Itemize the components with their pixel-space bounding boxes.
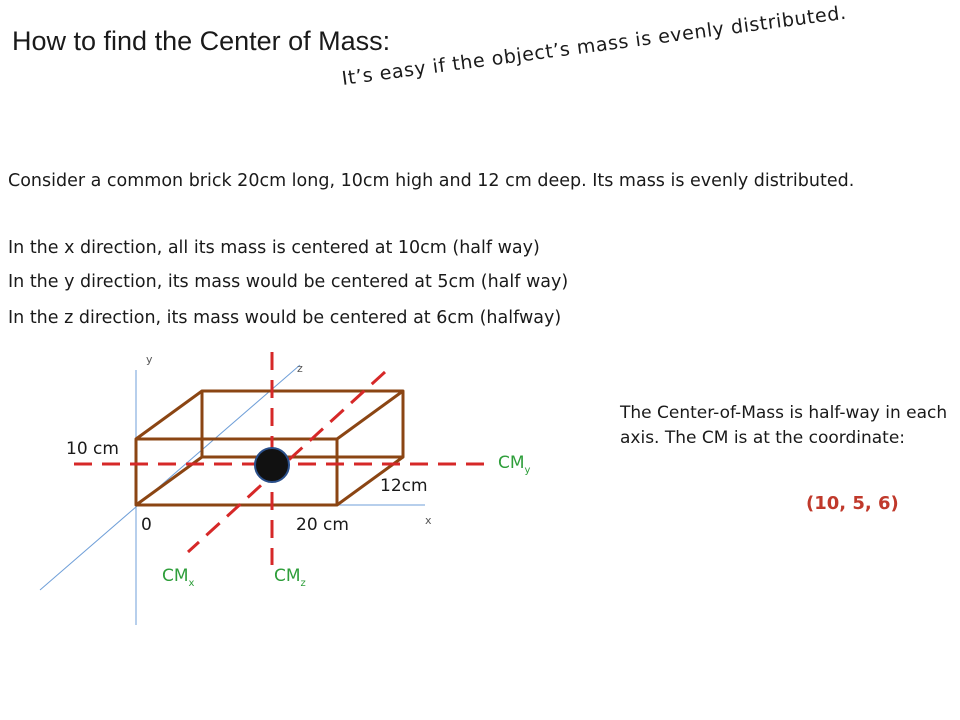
brick-description: Consider a common brick 20cm long, 10cm high and 12 cm deep. Its mass is evenly distributed. [8, 171, 855, 191]
height-label: 10 cm [66, 439, 119, 459]
y-axis-label: y [146, 353, 153, 366]
y-direction-text: In the y direction, its mass would be centered at 5cm (half way) [8, 272, 569, 292]
z-axis-label: z [297, 362, 303, 375]
brick-edge [136, 391, 202, 439]
page-title: How to find the Center of Mass: [12, 26, 391, 56]
cm-x-label: $CM_x$ [162, 566, 195, 589]
summary-text: The Center-of-Mass is half-way in each axis. The CM is at the coordinate: [620, 403, 948, 448]
x-direction-text: In the x direction, all its mass is centered at 10cm (half way) [8, 238, 540, 258]
brick-edge [337, 391, 403, 439]
center-of-mass-point [255, 448, 289, 482]
z-direction-text: In the z direction, its mass would be centered at 6cm (halfway) [8, 308, 562, 328]
cm-coordinate: (10, 5, 6) [806, 493, 899, 514]
cm-z-label: $CM_z$ [274, 566, 306, 589]
length-label: 20 cm [296, 515, 349, 535]
origin-label: 0 [141, 515, 152, 535]
x-axis-label: x [425, 514, 432, 527]
depth-label: 12cm [380, 476, 428, 496]
subtitle: It’s easy if the object’s mass is evenly distributed. [340, 1, 848, 90]
brick-front-face [136, 439, 337, 505]
cm-y-label: $CM_y$ [498, 453, 531, 476]
axes [40, 365, 425, 625]
